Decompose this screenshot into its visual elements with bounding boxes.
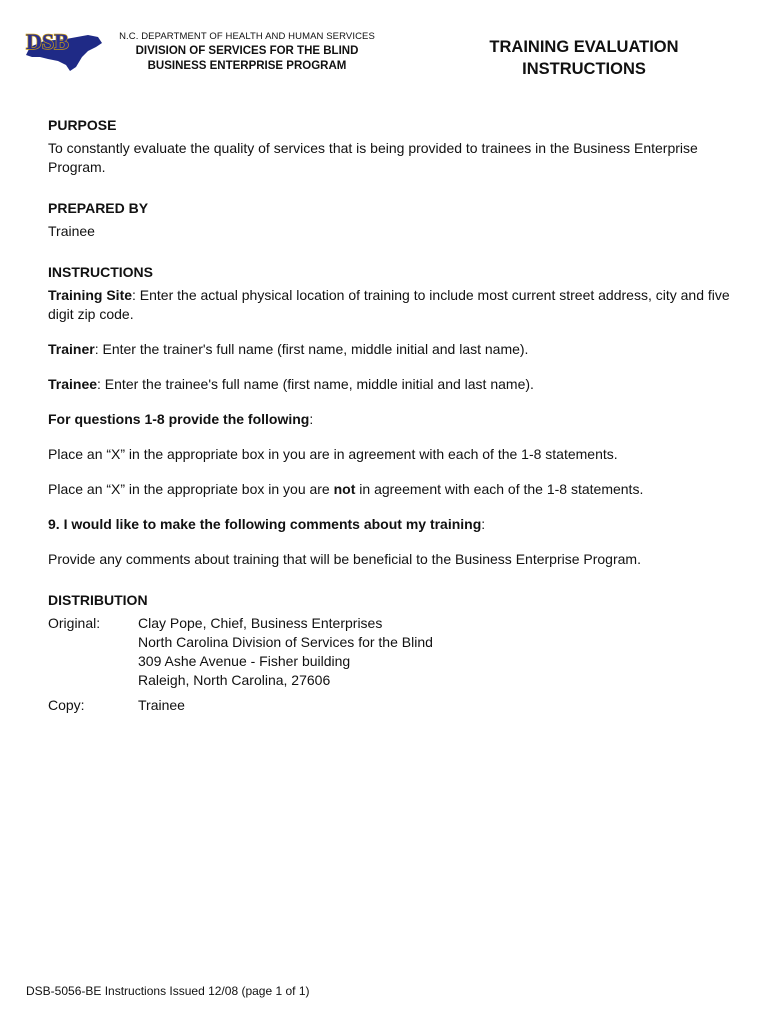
- trainer-label: Trainer: [48, 341, 95, 357]
- disagree-text-before: Place an “X” in the appropriate box in you are: [48, 481, 334, 497]
- division-name: DIVISION OF SERVICES FOR THE BLIND: [135, 45, 359, 57]
- form-footer: DSB-5056-BE Instructions Issued 12/08 (page 1 of 1): [26, 984, 310, 998]
- disagree-text-bold: not: [333, 481, 356, 497]
- purpose-heading: PURPOSE: [48, 117, 117, 133]
- purpose-text: To constantly evaluate the quality of services that is being provided to trainees in the Business Enterprise Program.: [48, 140, 698, 175]
- question-9-instruction: [48, 515, 738, 534]
- questions-instruction: [48, 410, 738, 429]
- trainee-instruction: [48, 375, 738, 394]
- training-site-label: Training Site: [48, 287, 133, 303]
- trainer-text: : Enter the trainer's full name (first name, middle initial and last name).: [94, 341, 529, 357]
- original-label: Original:: [48, 615, 101, 631]
- instructions-heading: INSTRUCTIONS: [48, 264, 153, 280]
- original-line: Raleigh, North Carolina, 27606: [138, 672, 331, 688]
- title-line-2: INSTRUCTIONS: [522, 60, 646, 78]
- disagree-instruction: [48, 480, 738, 499]
- copy-label: Copy:: [48, 697, 85, 713]
- north-carolina-map-icon: [22, 27, 104, 75]
- document-body: [48, 116, 738, 715]
- document-title: [466, 36, 702, 80]
- trainer-instruction: [48, 340, 738, 359]
- distribution-original: [48, 614, 738, 690]
- question-9-label: 9. I would like to make the following comments about my training: [48, 516, 482, 532]
- agree-instruction: Place an “X” in the appropriate box in you are in agreement with each of the 1-8 statements.: [48, 446, 618, 462]
- original-line: North Carolina Division of Services for the Blind: [138, 634, 433, 650]
- copy-value: Trainee: [138, 697, 185, 713]
- trainee-text: : Enter the trainee's full name (first name, middle initial and last name).: [97, 376, 534, 392]
- prepared-by-heading: PREPARED BY: [48, 200, 149, 216]
- distribution-copy: [48, 696, 738, 715]
- comments-instruction: Provide any comments about training that will be beneficial to the Business Enterprise Program.: [48, 551, 641, 567]
- department-name: N.C. DEPARTMENT OF HEALTH AND HUMAN SERVICES: [119, 31, 375, 42]
- original-address: [138, 614, 433, 690]
- logo-text: DSB: [26, 29, 69, 54]
- agency-block: [107, 31, 387, 72]
- dsb-logo: [22, 27, 104, 75]
- original-line: 309 Ashe Avenue - Fisher building: [138, 653, 351, 669]
- questions-label: For questions 1-8 provide the following: [48, 411, 310, 427]
- prepared-by-text: Trainee: [48, 223, 95, 239]
- program-name: BUSINESS ENTERPRISE PROGRAM: [147, 60, 347, 72]
- questions-colon: :: [309, 411, 314, 427]
- question-9-colon: :: [481, 516, 486, 532]
- training-site-text: : Enter the actual physical location of training to include most current street address, city and five digit zip code.: [48, 287, 730, 322]
- disagree-text-after: in agreement with each of the 1-8 statements.: [355, 481, 644, 497]
- original-line: Clay Pope, Chief, Business Enterprises: [138, 615, 383, 631]
- distribution-heading: DISTRIBUTION: [48, 592, 148, 608]
- document-header: [0, 0, 770, 100]
- training-site-instruction: [48, 286, 738, 324]
- title-line-1: TRAINING EVALUATION: [489, 38, 679, 56]
- trainee-label: Trainee: [48, 376, 98, 392]
